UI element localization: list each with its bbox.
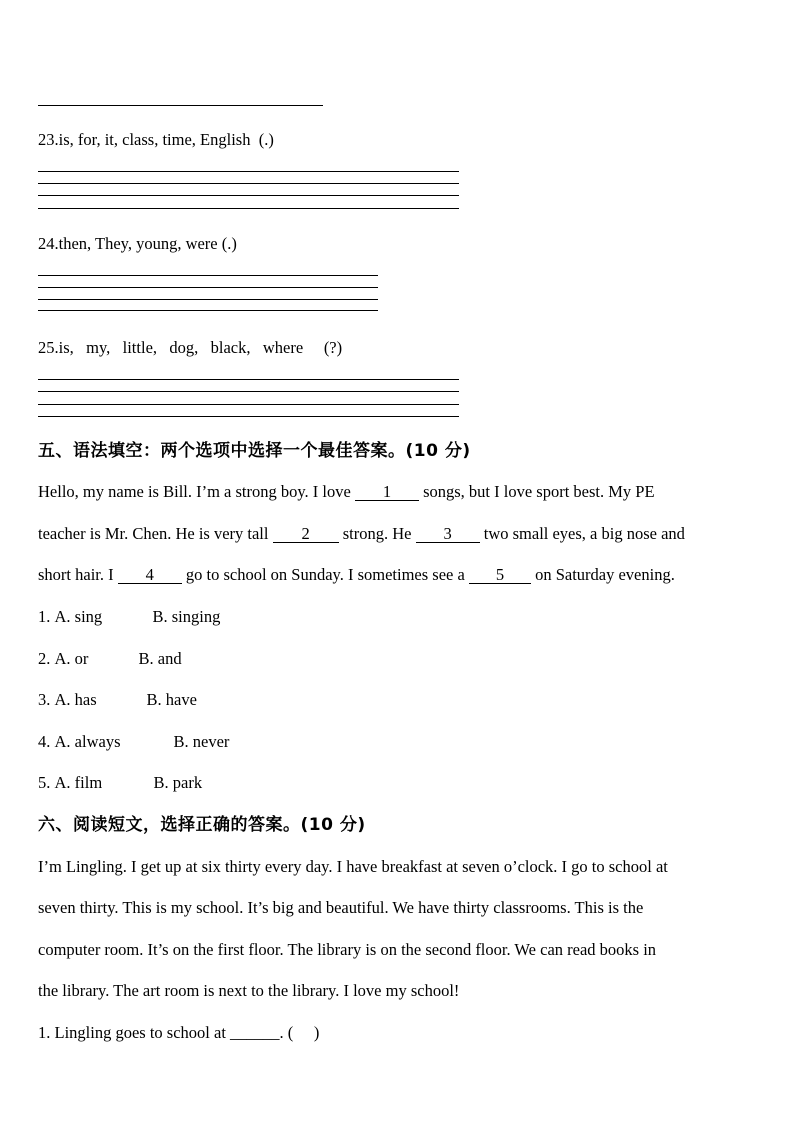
answer-line[interactable] <box>38 208 459 209</box>
question-23 <box>38 130 274 150</box>
question-number: 25. <box>38 338 59 357</box>
reading-line-2: seven thirty. This is my school. It’s big and beautiful. We have thirty classrooms. This is the <box>38 898 644 917</box>
option-number: 3. <box>38 690 51 709</box>
blank-number: 3 <box>443 524 452 543</box>
answer-line[interactable] <box>38 105 323 106</box>
section-6-score: (10 分) <box>300 815 366 835</box>
question-words: is, my, little, dog, black, where <box>58 338 304 357</box>
option-b[interactable]: B. have <box>146 690 197 709</box>
option-row-5 <box>38 773 202 793</box>
option-a[interactable]: A. film <box>54 773 103 792</box>
answer-line[interactable] <box>38 287 378 288</box>
answer-line[interactable] <box>38 171 459 172</box>
option-a[interactable]: A. always <box>54 732 121 751</box>
blank-4[interactable] <box>118 567 182 584</box>
reading-line-4: the library. The art room is next to the library. I love my school! <box>38 981 460 1000</box>
question-24 <box>38 234 237 254</box>
passage-text: Hello, my name is Bill. I’m a strong boy. I love <box>38 482 351 501</box>
option-number: 4. <box>38 732 51 751</box>
answer-blank[interactable]: ______ <box>230 1023 280 1042</box>
answer-paren[interactable]: ( ) <box>287 1023 320 1042</box>
option-row-4 <box>38 732 229 752</box>
option-number: 1. <box>38 607 51 626</box>
answer-line[interactable] <box>38 391 459 392</box>
option-b[interactable]: B. park <box>153 773 203 792</box>
passage-text: go to school on Sunday. I sometimes see a <box>185 565 465 584</box>
answer-line[interactable] <box>38 310 378 311</box>
option-b[interactable]: B. and <box>138 649 182 668</box>
blank-number: 1 <box>382 482 392 501</box>
question-words: is, for, it, class, time, English <box>58 130 251 149</box>
passage-text: songs, but I love sport best. My PE <box>423 482 655 501</box>
option-a[interactable]: A. sing <box>54 607 103 626</box>
passage-text: two small eyes, a big nose and <box>483 524 685 543</box>
passage-text: strong. He <box>342 524 412 543</box>
answer-line[interactable] <box>38 275 378 276</box>
answer-line[interactable] <box>38 299 378 300</box>
option-b[interactable]: B. never <box>173 732 230 751</box>
question-end: . <box>279 1023 284 1042</box>
option-number: 2. <box>38 649 51 668</box>
blank-number: 4 <box>145 565 154 584</box>
option-b[interactable]: B. singing <box>152 607 221 626</box>
blank-3[interactable] <box>416 526 480 543</box>
section-6-title: 六、阅读短文，选择正确的答案。 <box>38 815 301 835</box>
reading-question-1 <box>38 1023 319 1043</box>
question-text: 1. Lingling goes to school at <box>38 1023 226 1042</box>
passage-line-3 <box>38 565 675 585</box>
answer-line[interactable] <box>38 379 459 380</box>
answer-line[interactable] <box>38 404 459 405</box>
question-number: 23. <box>38 130 59 149</box>
passage-line-1 <box>38 482 655 502</box>
answer-line[interactable] <box>38 416 459 417</box>
question-punctuation: (.) <box>221 234 237 253</box>
blank-number: 2 <box>301 524 310 543</box>
question-words: then, They, young, were <box>58 234 218 253</box>
option-a[interactable]: A. has <box>54 690 97 709</box>
option-row-3 <box>38 690 197 710</box>
passage-text: short hair. I <box>38 565 114 584</box>
section-5-title: 五、语法填空：两个选项中选择一个最佳答案。 <box>38 441 406 461</box>
answer-line[interactable] <box>38 195 459 196</box>
passage-line-2 <box>38 524 685 544</box>
section-6-heading <box>38 814 366 836</box>
reading-line-1: I’m Lingling. I get up at six thirty every day. I have breakfast at seven o’clock. I go to school at <box>38 857 668 876</box>
blank-2[interactable] <box>273 526 339 543</box>
option-row-2 <box>38 649 182 669</box>
section-5-heading <box>38 440 471 462</box>
option-number: 5. <box>38 773 51 792</box>
blank-5[interactable] <box>469 567 531 584</box>
question-number: 24. <box>38 234 59 253</box>
question-punctuation: (?) <box>323 338 343 357</box>
question-punctuation: (.) <box>258 130 274 149</box>
answer-line[interactable] <box>38 183 459 184</box>
option-a[interactable]: A. or <box>54 649 89 668</box>
reading-line-3: computer room. It’s on the first floor. The library is on the second floor. We can read books in <box>38 940 657 959</box>
blank-number: 5 <box>495 565 505 584</box>
question-25 <box>38 338 342 358</box>
passage-text: teacher is Mr. Chen. He is very tall <box>38 524 269 543</box>
passage-text: on Saturday evening. <box>535 565 675 584</box>
blank-1[interactable] <box>355 484 419 501</box>
section-5-score: (10 分) <box>405 441 471 461</box>
option-row-1 <box>38 607 220 627</box>
